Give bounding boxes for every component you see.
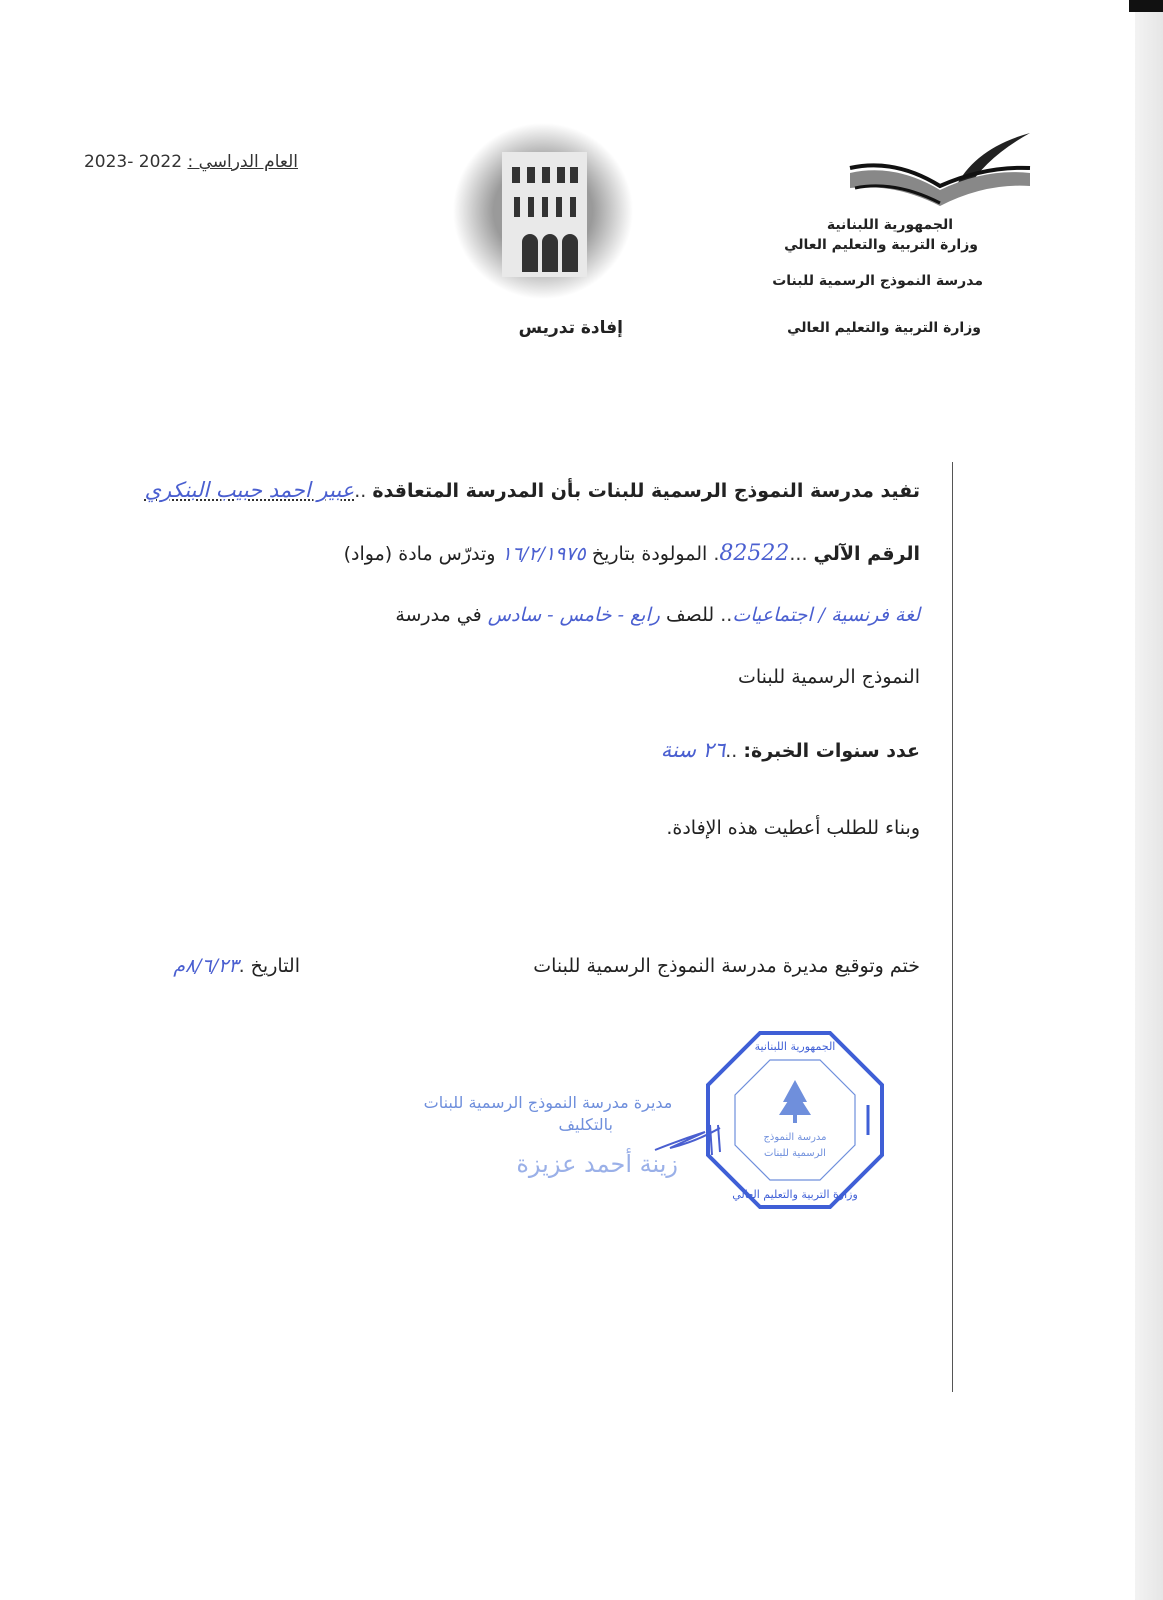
date-line: التاريخ .٨/٦/٢٣م <box>173 955 300 977</box>
registry-label: الرقم الآلي <box>813 543 920 565</box>
signer-title: مديرة مدرسة النموذج الرسمية للبنات <box>423 1093 673 1112</box>
date-value: ٨/٦/٢٣م <box>173 955 239 977</box>
experience-value: ٢٦ سنة <box>660 738 726 762</box>
document-title: إفادة تدريس <box>518 318 623 338</box>
date-label: التاريخ <box>250 955 300 977</box>
line-subjects: لغة فرنسية / اجتماعيات.. للصف رابع - خامس - سادس في مدرسة <box>395 604 920 626</box>
line-intro: تفيد مدرسة النموذج الرسمية للبنات بأن المدرسة المتعاقدة ..عبير احمد حبيب البنكري <box>144 478 920 502</box>
registry-number: 82522 <box>719 541 790 566</box>
closing-statement: وبناء للطلب أعطيت هذه الإفادة. <box>666 817 920 839</box>
class-label: للصف <box>665 604 715 626</box>
academic-year <box>84 152 298 172</box>
ministry-label: وزارة التربية والتعليم العالي <box>787 320 981 336</box>
svg-text:الرسمية للبنات: الرسمية للبنات <box>764 1148 826 1159</box>
signer-name: زينة أحمد عزيزة <box>516 1150 678 1178</box>
subjects-label: وتدرّس مادة (مواد) <box>343 543 496 565</box>
ministry-logo-label: وزارة التربية والتعليم العالي <box>784 237 978 253</box>
school-building-image <box>452 122 634 300</box>
official-seal-icon <box>705 1030 885 1210</box>
classes-value: رابع - خامس - سادس <box>487 604 660 626</box>
academic-year-label: العام الدراسي : <box>187 152 298 172</box>
born-label: المولودة بتاريخ <box>591 543 708 565</box>
svg-text:وزارة التربية والتعليم العالي: وزارة التربية والتعليم العالي <box>732 1188 858 1201</box>
teacher-name: عبير احمد حبيب البنكري <box>144 478 355 502</box>
experience-label: عدد سنوات الخبرة: <box>743 740 920 762</box>
intro-text: تفيد مدرسة النموذج الرسمية للبنات بأن المدرسة المتعاقدة <box>372 480 920 502</box>
subjects-value: لغة فرنسية / اجتماعيات <box>732 604 920 626</box>
scan-mark <box>1129 0 1163 12</box>
signer-role: بالتكليف <box>558 1115 613 1134</box>
signature-label: ختم وتوقيع مديرة مدرسة النموذج الرسمية للبنات <box>533 955 920 977</box>
birth-date: ١٦/٢/١٩٧٥ <box>501 543 586 565</box>
school-label: مدرسة النموذج الرسمية للبنات <box>772 273 983 289</box>
margin-line <box>952 462 953 1392</box>
scan-edge <box>1135 0 1163 1600</box>
ministry-logo-icon <box>845 128 1035 213</box>
school-name-line: النموذج الرسمية للبنات <box>737 666 920 688</box>
in-school-label: في مدرسة <box>395 604 482 626</box>
line-registry: الرقم الآلي ...82522. المولودة بتاريخ ١٦/٢/١٩٧٥ وتدرّس مادة (مواد) <box>343 541 920 566</box>
academic-year-value: 2023- 2022 <box>83 152 183 172</box>
svg-text:الجمهورية اللبنانية: الجمهورية اللبنانية <box>754 1040 836 1053</box>
republic-label: الجمهورية اللبنانية <box>826 217 953 233</box>
line-experience: عدد سنوات الخبرة: ..٢٦ سنة <box>660 738 920 762</box>
svg-text:مدرسة النموذج: مدرسة النموذج <box>763 1132 827 1143</box>
